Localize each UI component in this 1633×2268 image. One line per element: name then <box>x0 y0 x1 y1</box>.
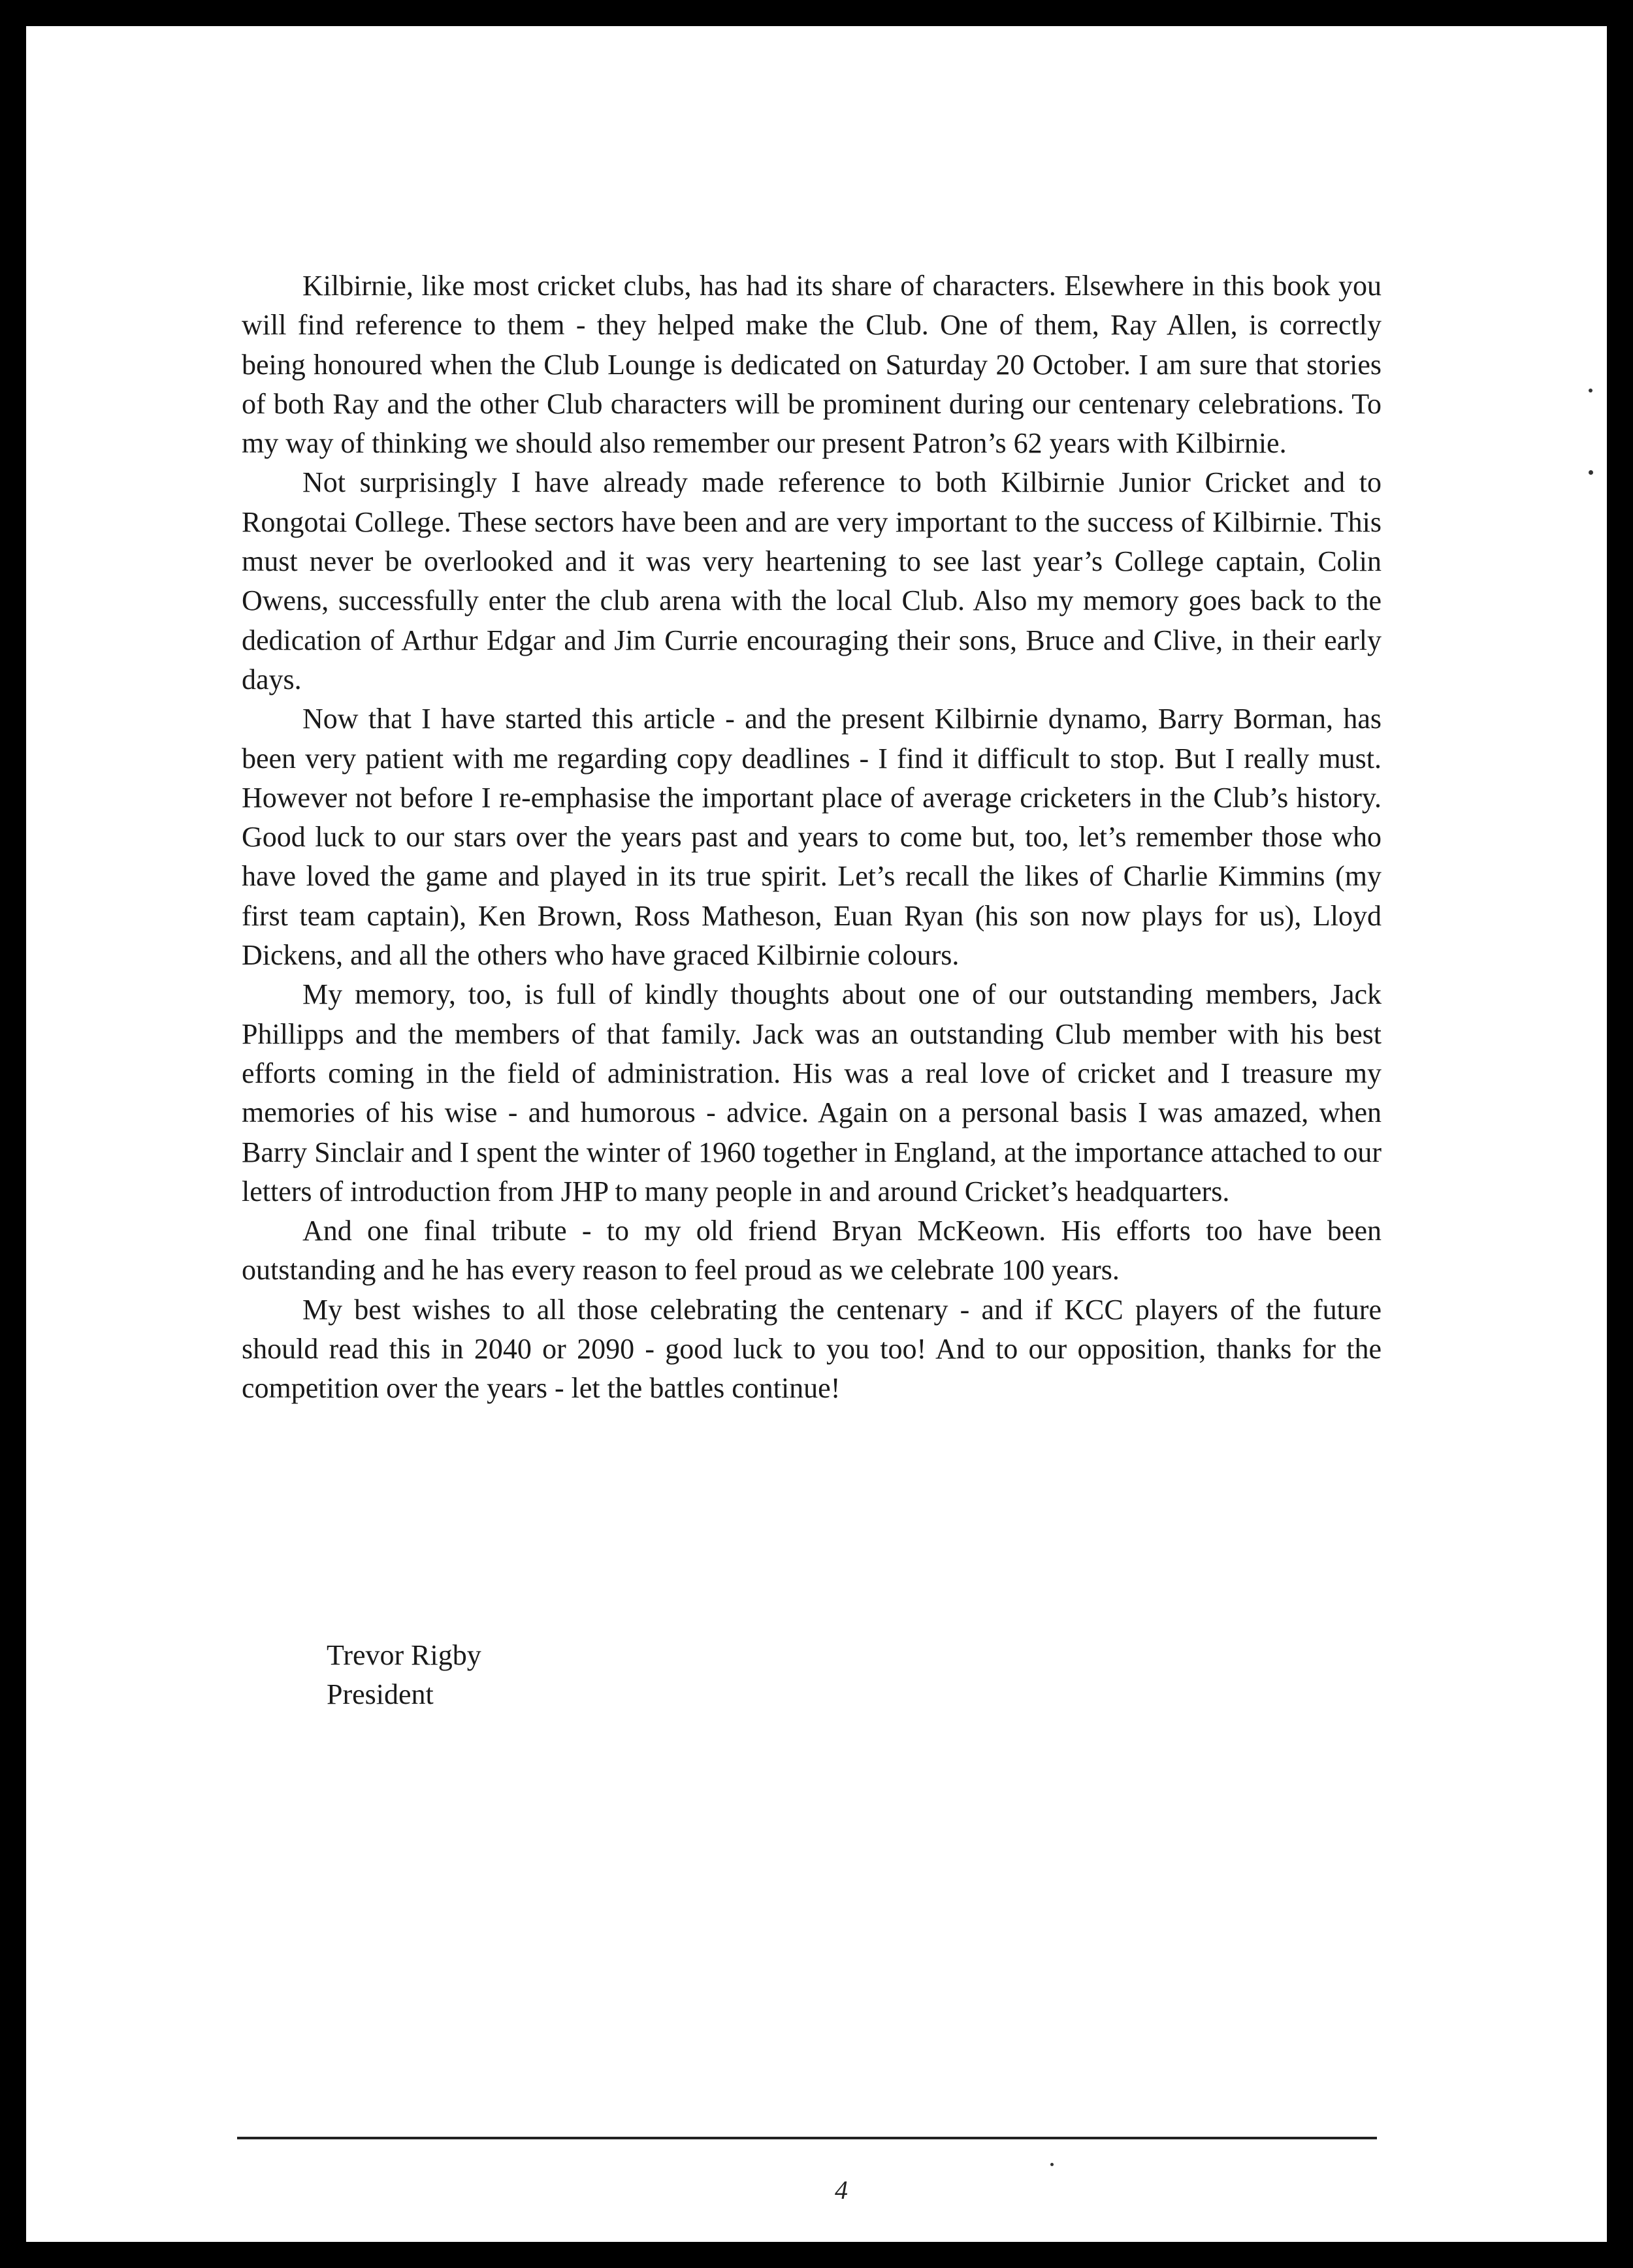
signature-block <box>327 1636 481 1714</box>
page-right-edge <box>1594 26 1607 2242</box>
page-number: 4 <box>835 2175 848 2205</box>
paragraph-characters: Kilbirnie, like most cricket clubs, has had its share of characters. Elsewhere in this book you will find reference to them - they helped make the Club. One of them, Ray Allen, is correctly being honoured when the Club Lounge is dedicated on Saturday 20 October. I am sure that stories of both Ray and the other Club characters will be prominent during our centenary celebrations. To my way of thinking we should also remember our present Patron’s 62 years with Kilbirnie. <box>242 270 1382 460</box>
footer-divider <box>237 2137 1377 2139</box>
signature-title: President <box>327 1678 434 1710</box>
paragraph-final-tribute: And one final tribute - to my old friend Bryan McKeown. His efforts too have been outstanding and he has every reason to feel proud as we celebrate 100 years. <box>242 1215 1382 1286</box>
paragraph-jack-phillipps: My memory, too, is full of kindly thoughts about one of our outstanding members, Jack Phillipps and the members of that family. Jack was an outstanding Club member with his best efforts coming in the field of administration. His was a real love of cricket and I treasure my memories of his wise - and humorous - advice. Again on a personal basis I was amazed, when Barry Sinclair and I spent the winter of 1960 together in England, at the importance attached to our letters of introduction from JHP to many people in and around Cricket’s headquarters. <box>242 978 1382 1207</box>
scan-speck <box>1589 389 1593 392</box>
paragraph-best-wishes: My best wishes to all those celebrating the centenary - and if KCC players of the future should read this in 2040 or 2090 - good luck to you too! And to our opposition, thanks for the competition over the years - let the battles continue! <box>242 1293 1382 1405</box>
document-page <box>26 26 1594 2242</box>
scan-speck <box>1050 2163 1054 2166</box>
article-body <box>242 266 1382 1409</box>
signature-name: Trevor Rigby <box>327 1639 481 1671</box>
paragraph-average-cricketers: Now that I have started this article - and the present Kilbirnie dynamo, Barry Borman, has been very patient with me regarding copy deadlines - I find it difficult to stop. But I really must. However not before I re-emphasise the important place of average cricketers in the Club’s history. Good luck to our stars over the years past and years to come but, too, let’s remember those who have loved the game and played in its true spirit. Let’s recall the likes of Charlie Kimmins (my first team captain), Ken Brown, Ross Matheson, Euan Ryan (his son now plays for us), Lloyd Dickens, and all the others who have graced Kilbirnie colours. <box>242 703 1382 972</box>
paragraph-junior-cricket: Not surprisingly I have already made reference to both Kilbirnie Junior Cricket and to Rongotai College. These sectors have been and are very important to the success of Kilbirnie. This must never be overlooked and it was very heartening to see last year’s College captain, Colin Owens, successfully enter the club arena with the local Club. Also my memory goes back to the dedication of Arthur Edgar and Jim Currie encouraging their sons, Bruce and Clive, in their early days. <box>242 466 1382 695</box>
scan-speck <box>1589 470 1593 475</box>
